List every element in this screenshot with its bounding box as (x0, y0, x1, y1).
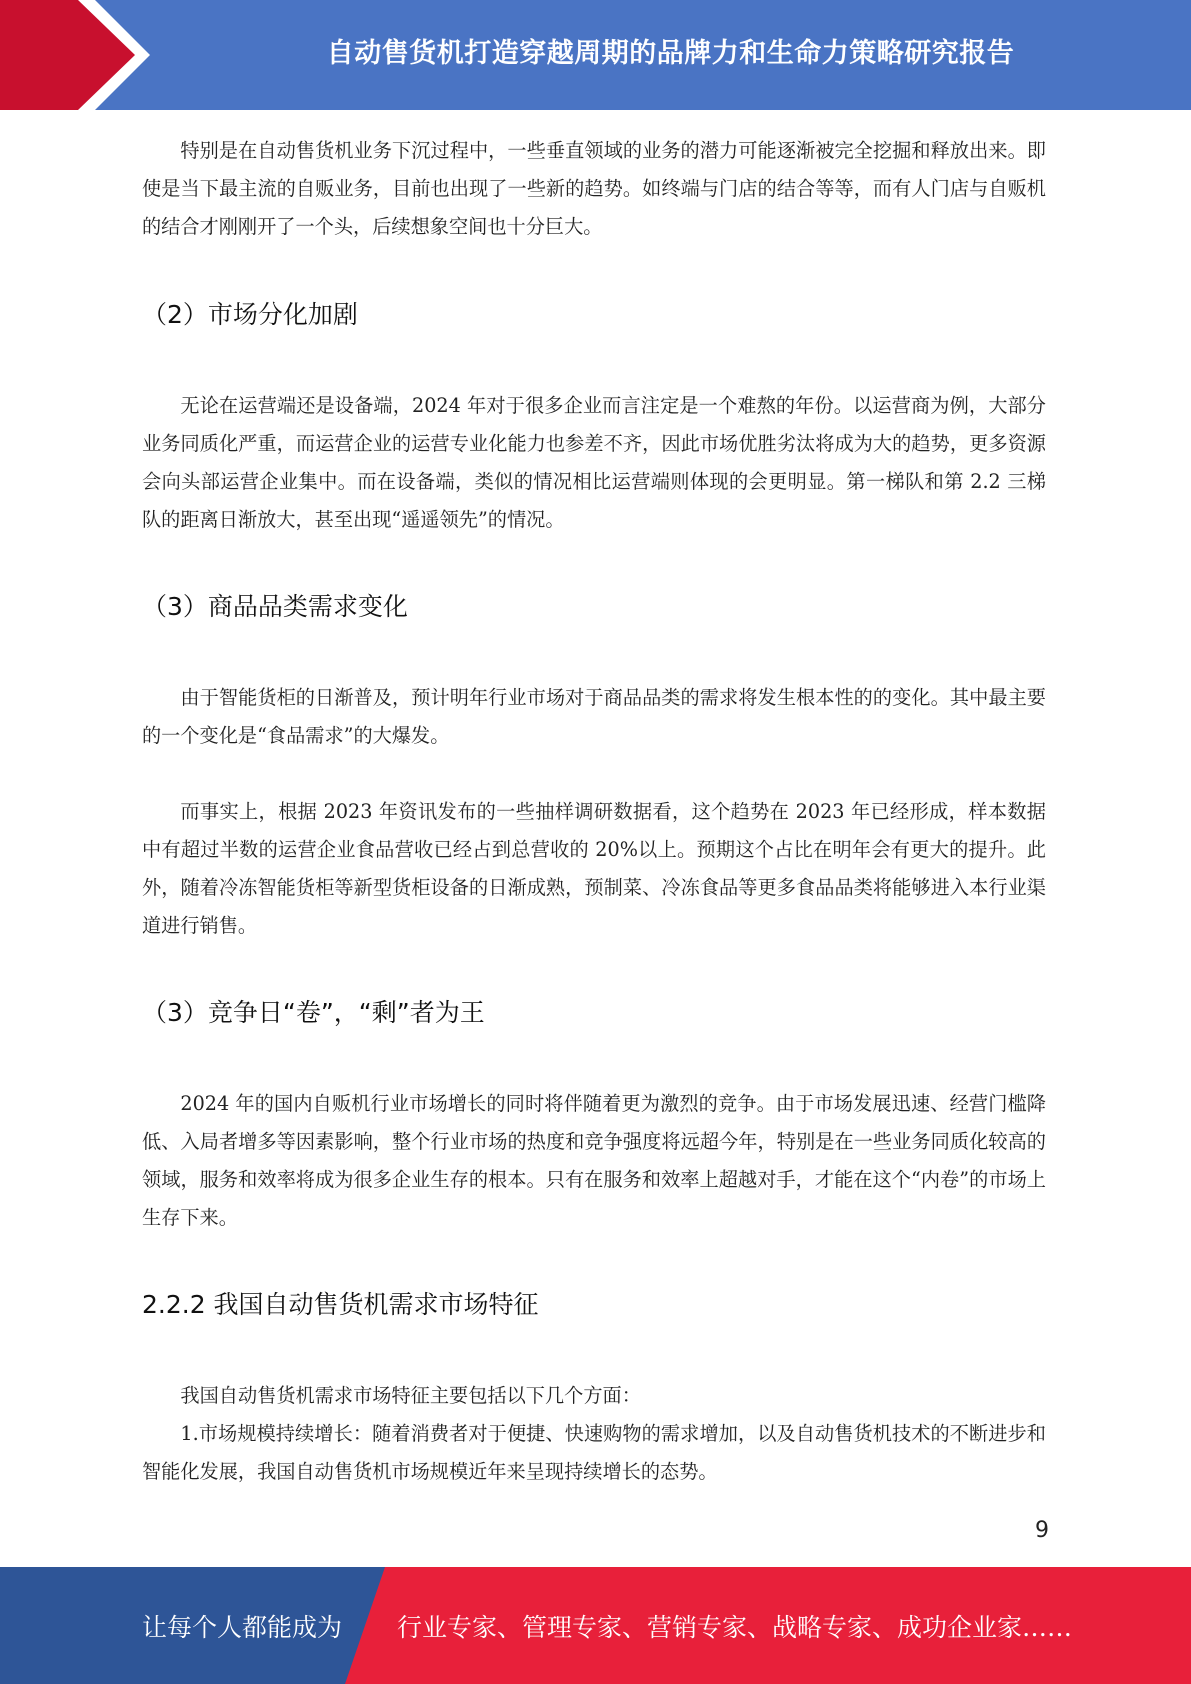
demand-market-paragraph-2: 1.市场规模持续增长：随着消费者对于便捷、快速购物的需求增加，以及自动售货机技术的不断进步和智能化发展，我国自动售货机市场规模近年来呈现持续增长的态势。 (142, 1422, 1046, 1483)
competition-paragraph: 2024 年的国内自贩机行业市场增长的同时将伴随着更为激烈的竞争。由于市场发展迅速、经营门槛降低、入局者增多等因素影响，整个行业市场的热度和竞争强度将远超今年，特别是在一些业务同质化较高的领域，服务和效率将成为很多企业生存的根本。只有在服务和效率上超越对手，才能在这个“内卷”的市场上生存下来。 (142, 1092, 1046, 1229)
heading-market-differentiation: （2）市场分化加剧 (142, 300, 358, 329)
product-category-block-2 (142, 793, 1046, 945)
competition-block (142, 1085, 1046, 1237)
market-differentiation-paragraph: 无论在运营端还是设备端，2024 年对于很多企业而言注定是一个难熬的年份。以运营商为例，大部分业务同质化严重，而运营企业的运营专业化能力也参差不齐，因此市场优胜劣汰将成为大的趋势，更多资源会向头部运营企业集中。而在设备端，类似的情况相比运营端则体现的会更明显。第一梯队和第 2.2 三梯队的距离日渐放大，甚至出现“遥遥领先”的情况。 (142, 394, 1046, 531)
intro-paragraph: 特别是在自动售货机业务下沉过程中，一些垂直领域的业务的潜力可能逐渐被完全挖掘和释放出来。即使是当下最主流的自贩业务，目前也出现了一些新的趋势。如终端与门店的结合等等，而有人门店与自贩机的结合才刚刚开了一个头，后续想象空间也十分巨大。 (142, 139, 1046, 238)
report-title: 自动售货机打造穿越周期的品牌力和生命力策略研究报告 (326, 37, 1015, 69)
intro-paragraph-block (142, 132, 1046, 246)
heading-product-category: （3）商品品类需求变化 (142, 592, 408, 621)
product-category-paragraph-2: 而事实上，根据 2023 年资讯发布的一些抽样调研数据看，这个趋势在 2023 年已经形成，样本数据中有超过半数的运营企业食品营收已经占到总营收的 20%以上。预期这个占比在明年会有更大的提升。此外，随着冷冻智能货柜等新型货柜设备的日渐成熟，预制菜、冷冻食品等更多食品品类将能够进入本行业渠道进行销售。 (142, 800, 1046, 937)
footer-slogan-right: 行业专家、管理专家、营销专家、战略专家、成功企业家…… (397, 1612, 1073, 1642)
heading-competition: （3）竞争日“卷”，“剩”者为王 (142, 998, 485, 1027)
page-number: 9 (1035, 1518, 1049, 1543)
demand-market-paragraph-1: 我国自动售货机需求市场特征主要包括以下几个方面： (180, 1384, 641, 1407)
header-chevron-icon (0, 0, 160, 110)
heading-demand-market: 2.2.2 我国自动售货机需求市场特征 (142, 1290, 539, 1319)
market-differentiation-block (142, 387, 1046, 539)
page-footer (0, 1567, 1191, 1684)
product-category-block (142, 679, 1046, 755)
product-category-paragraph-1: 由于智能货柜的日渐普及，预计明年行业市场对于商品品类的需求将发生根本性的的变化。其中最主要的一个变化是“食品需求”的大爆发。 (142, 686, 1046, 747)
demand-market-block (142, 1377, 1046, 1491)
footer-slogan-left: 让每个人都能成为 (142, 1612, 343, 1642)
page-header (0, 0, 1191, 110)
